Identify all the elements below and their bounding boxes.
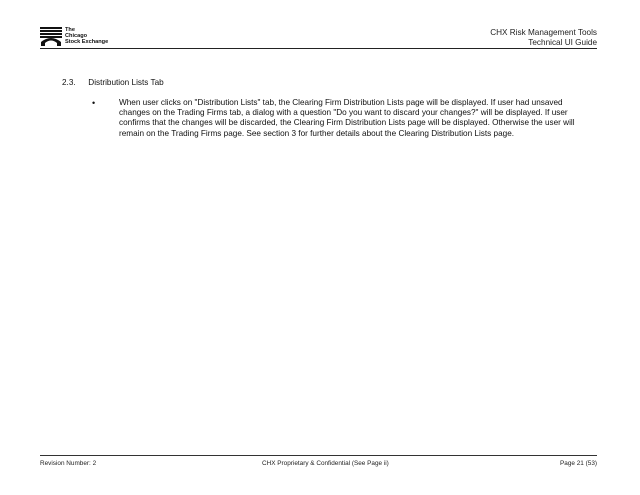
logo-line-the: The [65,27,75,33]
revision-number: Revision Number: 2 [40,460,97,467]
chx-logo [40,26,130,46]
logo-text [65,27,108,45]
page-header [40,26,597,49]
section-2-3 [62,77,602,138]
section-heading [62,77,602,88]
section-title: Distribution Lists Tab [88,78,164,87]
logo-line-stock-exchange: Stock Exchange [65,39,109,45]
logo-line-chicago: Chicago [65,33,88,39]
section-number: 2.3. [62,78,76,87]
document-title-line1: CHX Risk Management Tools [490,28,597,37]
document-title [490,28,597,48]
bullet-text: When user clicks on "Distribution Lists" tab, the Clearing Firm Distribution Lists page will be displayed. If user had unsaved changes on the Trading Firms tab, a dialog with a question "Do you want to discard your changes?" will be displayed. If user confirms that the changes will be discarded, the Clearing Firm Distribution Lists page will be displayed. Otherwise the user will remain on the Trading Firms page. See section 3 for further details about the Clearing Distribution Lists page. [119,98,575,138]
chx-logo-icon [40,26,62,46]
page-number: Page 21 (53) [560,460,597,467]
bullet-icon: • [92,98,96,108]
document-title-line2: Technical UI Guide [528,38,597,47]
confidential-notice: CHX Proprietary & Confidential (See Page ii) [262,460,389,467]
page-footer [40,455,597,470]
